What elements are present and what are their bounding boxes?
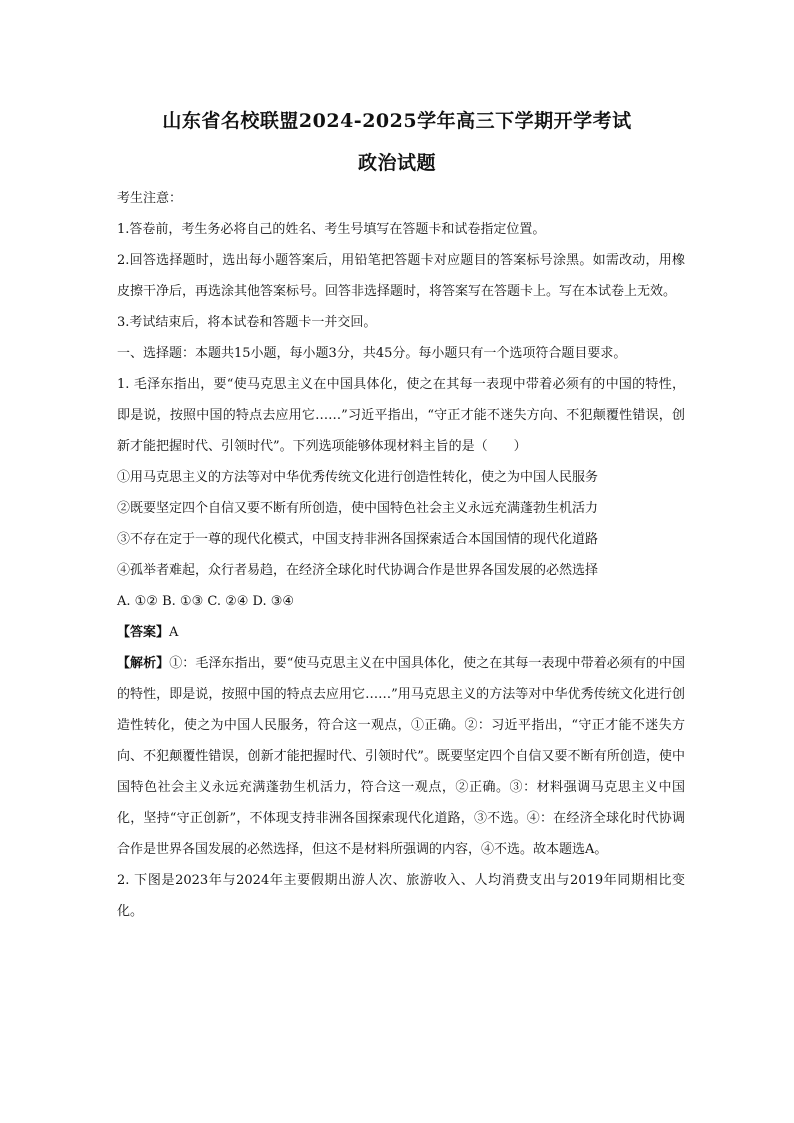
question-option: ①用马克思主义的方法等对中华优秀传统文化进行创造性转化，使之为中国人民服务 bbox=[117, 470, 599, 485]
answer-line bbox=[117, 617, 685, 648]
notice-item: 3.考试结束后，将本试卷和答题卡一并交回。 bbox=[117, 315, 377, 330]
notice-item: 1.答卷前，考生务必将自己的姓名、考生号填写在答题卡和试卷指定位置。 bbox=[117, 222, 546, 237]
answer-label: 【答案】 bbox=[117, 625, 170, 640]
question-option: ②既要坚定四个自信又要不断有所创造，使中国特色社会主义永远充满蓬勃生机活力 bbox=[117, 501, 599, 516]
section-heading: 一、选择题：本题共15小题，每小题3分，共45分。每小题只有一个选项符合题目要求。 bbox=[117, 346, 627, 361]
exam-subtitle: 政治试题 bbox=[357, 152, 436, 174]
answer-value: A bbox=[169, 625, 179, 640]
analysis-label: 【解析】 bbox=[117, 656, 170, 671]
question-option: ④孤举者难起，众行者易趋，在经济全球化时代协调合作是世界各国发展的必然选择 bbox=[117, 563, 599, 578]
question-option: ③不存在定于一尊的现代化模式，中国支持非洲各国探索适合本国国情的现代化道路 bbox=[117, 532, 599, 547]
notice-item: 2.回答选择题时，选出每小题答案后，用铅笔把答题卡对应题目的答案标号涂黑。如需改动，用橡皮擦干净后，再选涂其他答案标号。回答非选择题时，将答案写在答题卡上。写在本试卷上无效。 bbox=[117, 253, 685, 299]
exam-content bbox=[117, 183, 685, 927]
exam-title: 山东省名校联盟2024-2025学年高三下学期开学考试 bbox=[162, 110, 632, 132]
notice-heading: 考生注意： bbox=[117, 191, 183, 206]
analysis-paragraph bbox=[117, 648, 685, 865]
question-stem: 2. 下图是2023年与2024年主要假期出游人次、旅游收入、人均消费支出与2019年同期相比变化。 bbox=[117, 873, 685, 919]
question-choices: A. ①② B. ①③ C. ②④ D. ③④ bbox=[117, 594, 295, 609]
analysis-text: ①：毛泽东指出，要“使马克思主义在中国具体化，使之在其每一表现中带着必须有的中国的特性，即是说，按照中国的特点去应用它……”用马克思主义的方法等对中华优秀传统文化进行创造性转化，使之为中国人民服务，符合这一观点，①正确。②：习近平指出，“守正才能不迷失方向、不犯颠覆性错误，创新才能把握时代、引领时代”。既要坚定四个自信又要不断有所创造，使中国特色社会主义永远充满蓬勃生机活力，符合这一观点，②正确。③：材料强调马克思主义中国化，坚持“守正创新”，不体现支持非洲各国探索现代化道路，③不选。④：在经济全球化时代协调合作是世界各国发展的必然选择，但这不是材料所强调的内容，④不选。故本题选A。 bbox=[117, 656, 685, 857]
question-stem: 1. 毛泽东指出，要“使马克思主义在中国具体化，使之在其每一表现中带着必须有的中国的特性，即是说，按照中国的特点去应用它……”习近平指出，“守正才能不迷失方向、不犯颠覆性错误，创新才能把握时代、引领时代”。下列选项能够体现材料主旨的是（ ） bbox=[117, 377, 685, 454]
